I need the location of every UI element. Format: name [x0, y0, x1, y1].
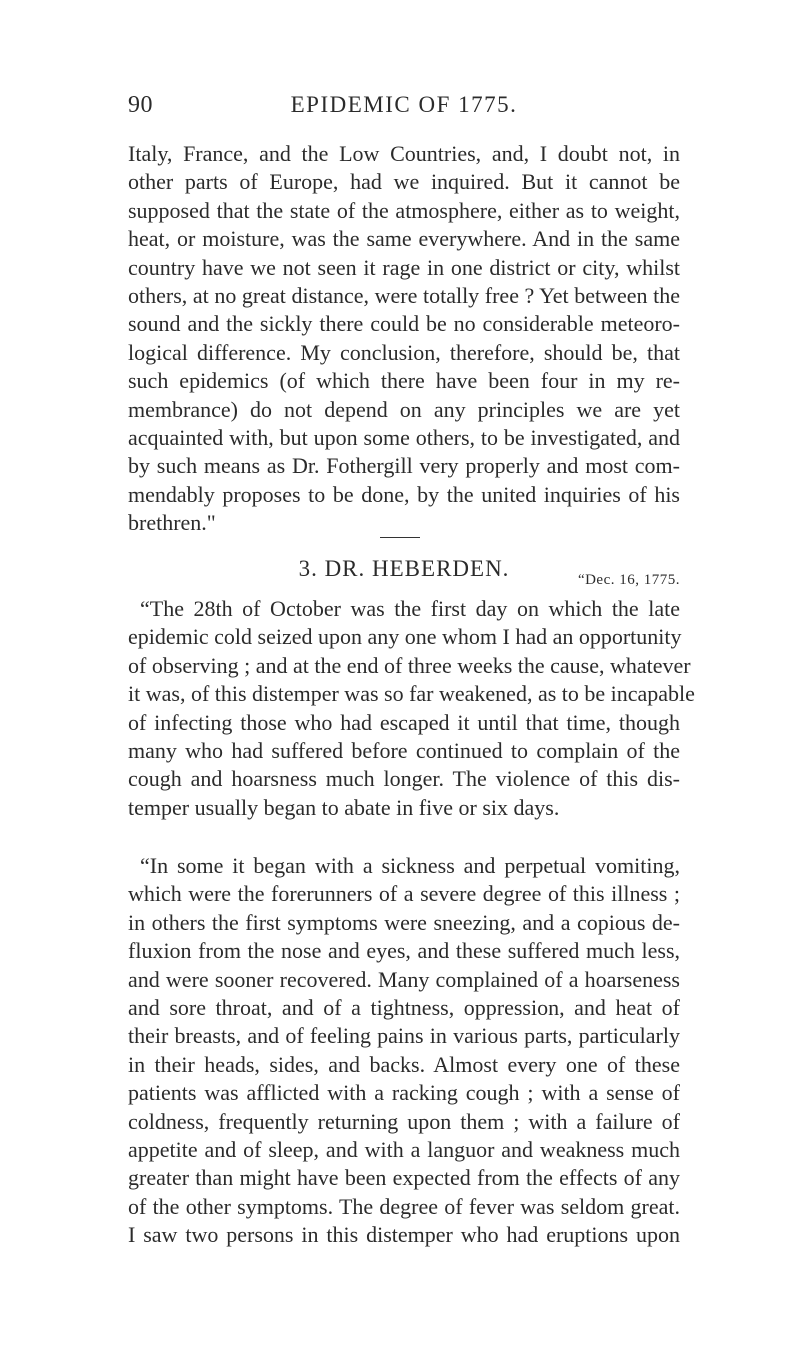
text-line: which were the forerunners of a severe degree of this illness ; [128, 881, 680, 907]
text-line: logical difference. My conclusion, therefore, should be, that [128, 339, 680, 365]
letter-dateline: “Dec. 16, 1775. [577, 572, 680, 588]
text-line: in others the first symptoms were sneezing, and a copious de- [128, 909, 680, 935]
text-line: patients was afflicted with a racking cough ; with a sense of [128, 1080, 680, 1106]
text-line: and were sooner recovered. Many complained of a hoarseness [128, 966, 680, 992]
text-line: epidemic cold seized upon any one whom I had an opportunity [128, 624, 682, 650]
paragraph-2 [128, 595, 695, 822]
text-line: “In some it began with a sickness and perpetual vomiting, [140, 853, 680, 878]
running-head [128, 92, 680, 126]
running-title: EPIDEMIC OF 1775. [290, 92, 518, 117]
text-line: coldness, frequently returning upon them ; with a failure of [128, 1108, 680, 1134]
text-line: others, at no great distance, were totally free ? Yet between the [128, 282, 680, 308]
text-line: in their heads, sides, and backs. Almost every one of these [128, 1051, 680, 1077]
text-line: temper usually began to abate in five or six days. [128, 794, 560, 820]
text-line: acquainted with, but upon some others, to be investigated, and [128, 424, 680, 450]
text-line: heat, or moisture, was the same everywhere. And in the same [128, 226, 680, 252]
text-line: fluxion from the nose and eyes, and these suffered much less, [128, 938, 680, 964]
text-line: cough and hoarsness much longer. The violence of this dis- [128, 766, 680, 792]
text-line: Italy, France, and the Low Countries, and, I doubt not, in [128, 141, 680, 166]
section-heading: 3. DR. HEBERDEN. [298, 556, 510, 581]
text-line: mendably proposes to be done, by the united inquiries of his [128, 481, 680, 507]
text-line: brethren." [128, 510, 216, 536]
section-divider [380, 537, 420, 538]
text-line: supposed that the state of the atmosphere, either as to weight, [128, 197, 680, 223]
text-line: I saw two persons in this distemper who had eruptions upon [128, 1222, 680, 1248]
text-line: sound and the sickly there could be no considerable meteoro- [128, 311, 680, 337]
text-line: it was, of this distemper was so far weakened, as to be incapable [128, 681, 695, 707]
text-line: country have we not seen it rage in one district or city, whilst [128, 254, 680, 280]
text-line: appetite and of sleep, and with a languor and weakness much [128, 1136, 680, 1162]
text-line: by such means as Dr. Fothergill very properly and most com- [128, 453, 680, 479]
text-line: greater than might have been expected from the effects of any [128, 1165, 680, 1191]
text-line: of infecting those who had escaped it until that time, though [128, 709, 680, 735]
text-line: and sore throat, and of a tightness, oppression, and heat of [128, 994, 680, 1020]
text-line: other parts of Europe, had we inquired. But it cannot be [128, 169, 680, 195]
text-line: such epidemics (of which there have been four in my re- [128, 368, 680, 394]
text-line: of observing ; and at the end of three weeks the cause, whatever [128, 652, 691, 678]
paragraph-1 [128, 140, 680, 537]
paragraph-3 [128, 852, 680, 1249]
text-line: of the other symptoms. The degree of fever was seldom great. [128, 1193, 680, 1219]
text-line: many who had suffered before continued to complain of the [128, 737, 680, 763]
text-line: their breasts, and of feeling pains in various parts, particularly [128, 1023, 680, 1049]
text-line: membrance) do not depend on any principles we are yet [128, 396, 680, 422]
page-number: 90 [128, 92, 153, 118]
text-line: “The 28th of October was the first day on which the late [140, 596, 680, 621]
